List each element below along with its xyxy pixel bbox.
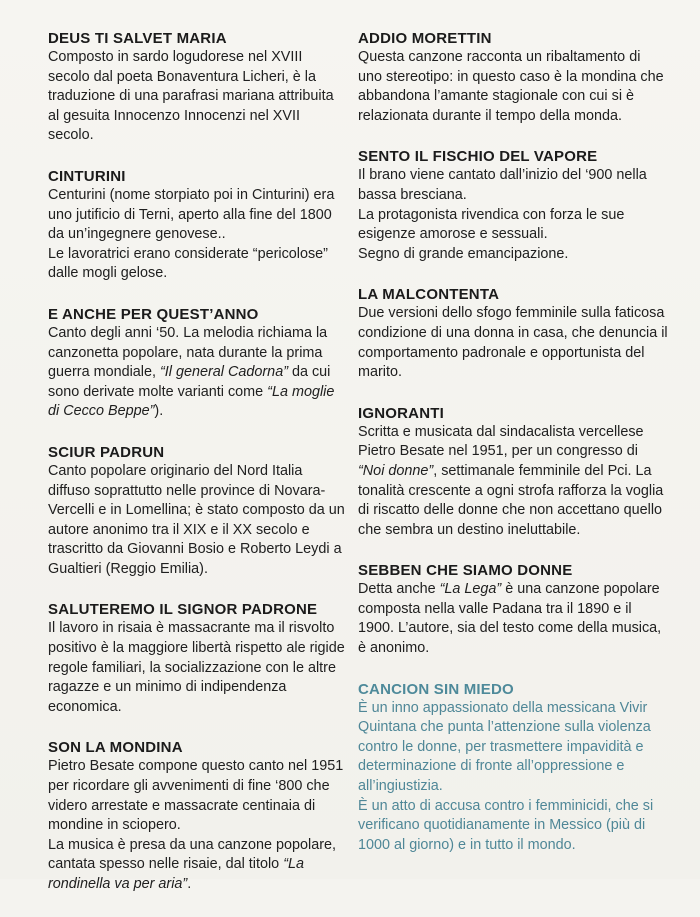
song-description <box>48 619 346 717</box>
song-title: CANCION SIN MIEDO <box>358 680 514 698</box>
song-title: LA MALCONTENTA <box>358 286 500 304</box>
text-run: Segno di grande emancipazione. <box>358 245 569 262</box>
song-title: SCIUR PADRUN <box>48 443 165 461</box>
text-run: È un inno appassionato della messicana Vivir Quintana che punta l’attenzione sulla violenza contro le donne, per trasmettere impavidità e determinazione di fronte all’oppressione e all’ingiustizia. <box>358 699 651 795</box>
text-run: Composto in sardo logudorese nel XVIII secolo dal poeta Bonaventura Licheri, è la traduzione di una parafrasi mariana attribuita al gesuita Innocenzo Innocenzi nel XVII secolo. <box>48 49 334 144</box>
song-description <box>48 757 346 894</box>
description-paragraph <box>48 186 346 245</box>
text-run: Il lavoro in risaia è massacrante ma il risvolto positivo è la maggiore libertà rispetto ale rigide regole familiari, la socializzazione con le altre ragazze e un minimo di indipendenza economica. <box>48 620 345 715</box>
description-paragraph <box>358 206 668 245</box>
italic-title-text: “Il general Cadorna” <box>160 364 288 381</box>
song-description <box>358 166 668 264</box>
description-paragraph <box>48 245 346 284</box>
right-column <box>358 30 668 877</box>
song-entry-ignoranti <box>358 405 668 541</box>
italic-title-text: “La moglie di Cecco Beppe” <box>48 383 335 420</box>
song-entry-sento-il-fischio-del-vapore <box>358 148 668 264</box>
song-description <box>48 462 346 580</box>
italic-title-text: “La rondinella va per aria” <box>48 856 304 892</box>
text-run: Detta anche <box>358 581 440 598</box>
description-paragraph <box>358 423 668 541</box>
description-paragraph <box>48 48 346 146</box>
description-paragraph <box>358 580 668 658</box>
song-entry-cinturini <box>48 168 346 284</box>
song-description <box>358 48 668 126</box>
description-paragraph <box>48 462 346 580</box>
song-description <box>358 423 668 541</box>
description-paragraph <box>48 324 346 422</box>
song-description <box>48 324 346 422</box>
description-paragraph <box>48 836 346 895</box>
song-description <box>358 580 668 658</box>
description-paragraph <box>48 757 346 835</box>
song-title: SEBBEN CHE SIAMO DONNE <box>358 562 573 580</box>
text-run: è una canzone popolare composta nella valle Padana tra il 1890 e il 1900. L’autore, sia del testo come della musica, è anonimo. <box>358 581 662 657</box>
italic-title-text: “La Lega” <box>439 581 502 598</box>
song-title: ADDIO MORETTIN <box>358 30 492 47</box>
song-description <box>48 186 346 284</box>
song-description <box>48 48 346 146</box>
text-run: ). <box>154 403 164 420</box>
description-paragraph <box>358 166 668 205</box>
song-title: SENTO IL FISCHIO DEL VAPORE <box>358 148 598 166</box>
description-paragraph <box>358 304 668 382</box>
description-paragraph <box>48 619 346 717</box>
text-run: È un atto di accusa contro i femminicidi, che si verificano quotidianamente in Messico (più di 1000 al giorno) e in tutto il mondo. <box>358 797 654 853</box>
song-title: IGNORANTI <box>358 404 444 422</box>
text-run: Pietro Besate compone questo canto nel 1951 per ricordare gli avvenimenti di fine ‘800 che videro arrestate e massacrate centinaia di mondine in sciopero. <box>48 758 344 834</box>
text-run: La protagonista rivendica con forza le sue esigenze amorose e sessuali. <box>358 206 625 243</box>
text-run: Canto degli anni ‘50. La melodia richiama la canzonetta popolare, nata durante la prima guerra mondiale, <box>48 324 328 381</box>
song-entry-son-la-mondina <box>48 739 346 894</box>
song-entry-saluteremo-il-signor-padrone <box>48 601 346 717</box>
song-description <box>358 699 668 856</box>
text-run: Il brano viene cantato dall’inizio del ‘900 nella bassa bresciana. <box>358 167 647 203</box>
description-paragraph <box>358 699 668 797</box>
song-entry-sebben-che-siamo-donne <box>358 562 668 658</box>
italic-title-text: “Noi donne” <box>358 462 434 479</box>
song-title: SALUTEREMO IL SIGNOR PADRONE <box>48 601 318 619</box>
description-paragraph <box>358 797 668 856</box>
song-description <box>358 304 668 382</box>
song-title: CINTURINI <box>48 167 126 185</box>
text-run: . <box>187 876 192 892</box>
description-paragraph <box>358 245 668 265</box>
song-entry-e-anche-per-questanno <box>48 306 346 422</box>
song-title: E ANCHE PER QUEST’ANNO <box>48 305 259 323</box>
song-entry-addio-morettin <box>358 30 668 126</box>
text-run: La musica è presa da una canzone popolare, cantata spesso nelle risaie, dal titolo <box>48 836 337 873</box>
description-paragraph <box>358 48 668 126</box>
text-run: Le lavoratrici erano considerate “pericolose” dalle mogli gelose. <box>48 245 328 282</box>
song-entry-deus-ti-salvet-maria <box>48 30 346 146</box>
song-entry-cancion-sin-miedo <box>358 681 668 856</box>
left-column <box>48 30 346 917</box>
text-run: Canto popolare originario del Nord Italia diffuso soprattutto nelle province di Novara-Vercelli e in Lomellina; è stato composto da un autore anonimo tra il XIX e il XX secolo e trascritto da Giovanni Bosio e Roberto Leydi a Gualtieri (Reggio Emilia). <box>48 462 345 577</box>
song-title: DEUS TI SALVET MARIA <box>48 30 227 47</box>
song-entry-la-malcontenta <box>358 286 668 382</box>
text-run: Due versioni dello sfogo femminile sulla faticosa condizione di una donna in casa, che denuncia il comportamento padronale e opportunista del marito. <box>358 305 668 381</box>
text-run: , settimanale femminile del Pci. La tonalità crescente a ogni strofa rafforza la voglia di riscatto delle donne che non accettano quello che sembra un destino ineluttabile. <box>358 462 664 538</box>
song-title: SON LA MONDINA <box>48 739 183 757</box>
text-run: Centurini (nome storpiato poi in Cinturini) era uno jutificio di Terni, aperto alla fine del 1800 da un’ingegnere genovese.. <box>48 186 335 243</box>
text-run: da cui sono derivate molte varianti come <box>48 364 331 400</box>
song-entry-sciur-padrun <box>48 444 346 580</box>
text-run: Scritta e musicata dal sindacalista vercellese Pietro Besate nel 1951, per un congresso di <box>358 423 644 460</box>
text-run: Questa canzone racconta un ribaltamento di uno stereotipo: in questo caso è la mondina che abbandona l’amante stagionale con cui si è relazionata durante il tempo della monda. <box>358 49 664 124</box>
